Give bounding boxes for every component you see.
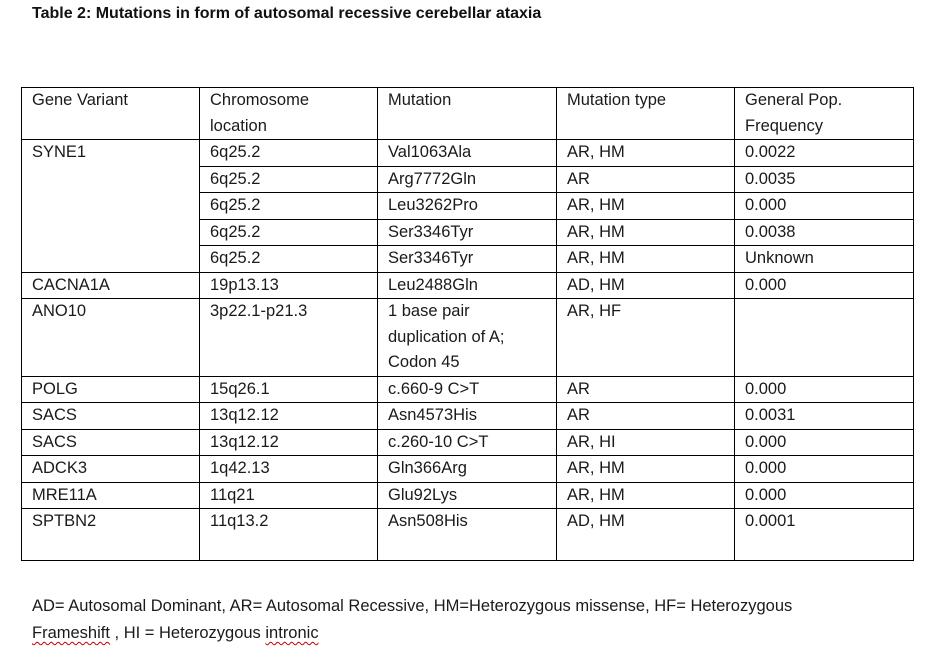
cell-mutation: c.260-10 C>T — [378, 429, 557, 456]
cell-frequency: 0.000 — [735, 193, 914, 220]
cell-frequency: 0.000 — [735, 482, 914, 509]
cell-gene — [22, 193, 200, 220]
table-row — [22, 403, 914, 430]
cell-gene: SYNE1 — [22, 140, 200, 167]
cell-type: AR, HM — [557, 456, 735, 483]
table-row — [22, 219, 914, 246]
cell-mutation: Gln366Arg — [378, 456, 557, 483]
cell-mutation: Asn4573His — [378, 403, 557, 430]
cell-type: AR, HF — [557, 299, 735, 377]
cell-type: AR, HI — [557, 429, 735, 456]
table-title: Table 2: Mutations in form of autosomal recessive cerebellar ataxia — [32, 5, 542, 22]
footnote-separator: , HI = Heterozygous — [109, 624, 266, 642]
cell-type: AR, HM — [557, 482, 735, 509]
cell-gene: POLG — [22, 376, 200, 403]
footnote-line-1: AD= Autosomal Dominant, AR= Autosomal Recessive, HM=Heterozygous missense, HF= Heterozygous — [32, 597, 793, 615]
cell-chromosome: 13q12.12 — [200, 429, 378, 456]
cell-frequency: 0.0001 — [735, 509, 914, 561]
cell-frequency: 0.0035 — [735, 166, 914, 193]
cell-mutation: Asn508His — [378, 509, 557, 561]
cell-gene — [22, 166, 200, 193]
header-mutation-type: Mutation type — [557, 88, 735, 140]
table-row — [22, 246, 914, 273]
footnote-frameshift: Frameshift — [32, 624, 110, 642]
header-mutation: Mutation — [378, 88, 557, 140]
cell-gene: SACS — [22, 403, 200, 430]
cell-gene — [22, 246, 200, 273]
table-row — [22, 193, 914, 220]
cell-chromosome: 13q12.12 — [200, 403, 378, 430]
cell-gene: MRE11A — [22, 482, 200, 509]
cell-frequency: 0.000 — [735, 272, 914, 299]
cell-chromosome: 6q25.2 — [200, 219, 378, 246]
header-gene-variant: Gene Variant — [22, 88, 200, 140]
footnote-intronic: intronic — [265, 624, 319, 642]
cell-chromosome: 11q13.2 — [200, 509, 378, 561]
footnote — [32, 593, 912, 647]
table-row — [22, 456, 914, 483]
cell-frequency: 0.000 — [735, 429, 914, 456]
header-chromosome-location: Chromosome location — [200, 88, 378, 140]
cell-type: AR — [557, 166, 735, 193]
header-frequency: General Pop. Frequency — [735, 88, 914, 140]
table-row — [22, 272, 914, 299]
mutations-table — [21, 87, 914, 561]
cell-type: AD, HM — [557, 509, 735, 561]
cell-type: AR, HM — [557, 193, 735, 220]
cell-type: AR — [557, 403, 735, 430]
cell-type: AR, HM — [557, 219, 735, 246]
cell-type: AD, HM — [557, 272, 735, 299]
cell-chromosome: 3p22.1-p21.3 — [200, 299, 378, 377]
table-row — [22, 509, 914, 561]
cell-chromosome: 6q25.2 — [200, 246, 378, 273]
cell-mutation: Arg7772Gln — [378, 166, 557, 193]
cell-gene: ANO10 — [22, 299, 200, 377]
cell-type: AR, HM — [557, 140, 735, 167]
table-row — [22, 299, 914, 377]
table-row — [22, 429, 914, 456]
cell-mutation: Ser3346Tyr — [378, 219, 557, 246]
cell-frequency: Unknown — [735, 246, 914, 273]
cell-type: AR — [557, 376, 735, 403]
cell-gene: SPTBN2 — [22, 509, 200, 561]
cell-gene — [22, 219, 200, 246]
cell-chromosome: 19p13.13 — [200, 272, 378, 299]
cell-mutation: Val1063Ala — [378, 140, 557, 167]
table-row — [22, 376, 914, 403]
cell-chromosome: 6q25.2 — [200, 193, 378, 220]
cell-type: AR, HM — [557, 246, 735, 273]
cell-frequency: 0.0031 — [735, 403, 914, 430]
cell-frequency: 0.0022 — [735, 140, 914, 167]
cell-mutation: Glu92Lys — [378, 482, 557, 509]
table-header-row — [22, 88, 914, 140]
cell-mutation: 1 base pair duplication of A; Codon 45 — [378, 299, 557, 377]
cell-frequency: 0.000 — [735, 456, 914, 483]
table-row — [22, 140, 914, 167]
cell-mutation: Leu2488Gln — [378, 272, 557, 299]
cell-gene: SACS — [22, 429, 200, 456]
cell-chromosome: 6q25.2 — [200, 166, 378, 193]
table-row — [22, 166, 914, 193]
cell-chromosome: 15q26.1 — [200, 376, 378, 403]
cell-frequency: 0.000 — [735, 376, 914, 403]
cell-frequency — [735, 299, 914, 377]
cell-mutation: Leu3262Pro — [378, 193, 557, 220]
table-row — [22, 482, 914, 509]
cell-mutation: c.660-9 C>T — [378, 376, 557, 403]
cell-chromosome: 6q25.2 — [200, 140, 378, 167]
cell-gene: ADCK3 — [22, 456, 200, 483]
cell-chromosome: 11q21 — [200, 482, 378, 509]
cell-mutation: Ser3346Tyr — [378, 246, 557, 273]
cell-chromosome: 1q42.13 — [200, 456, 378, 483]
cell-gene: CACNA1A — [22, 272, 200, 299]
cell-frequency: 0.0038 — [735, 219, 914, 246]
